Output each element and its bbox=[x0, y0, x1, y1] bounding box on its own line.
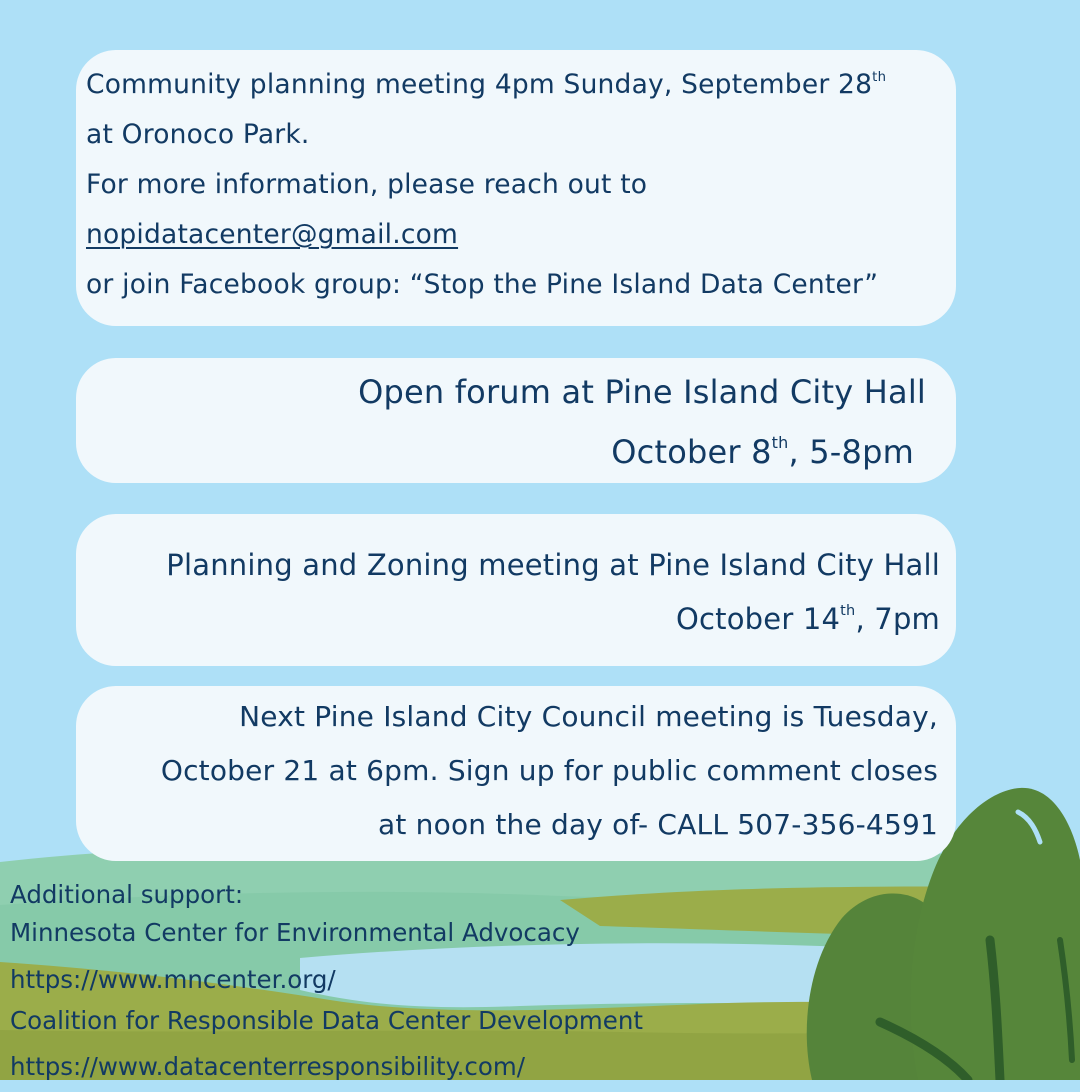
card-text bbox=[161, 690, 938, 852]
org-url-datacenterresponsibility[interactable]: https://www.datacenterresponsibility.com/ bbox=[10, 1052, 526, 1081]
meeting-text: Community planning meeting 4pm Sunday, September 28 bbox=[86, 69, 873, 100]
event-card-city-council bbox=[76, 686, 956, 861]
event-card-community-meeting bbox=[76, 50, 956, 326]
org-name-mcea: Minnesota Center for Environmental Advocacy bbox=[10, 918, 580, 947]
additional-support bbox=[10, 876, 770, 1092]
council-line-2: October 21 at 6pm. Sign up for public comment closes bbox=[160, 754, 938, 787]
date-text: October 8 bbox=[611, 433, 772, 471]
location-line: at Oronoco Park. bbox=[86, 119, 310, 150]
event-card-planning-zoning bbox=[76, 514, 956, 666]
council-line-3: at noon the day of- CALL 507-356-4591 bbox=[378, 808, 938, 841]
org-name-coalition: Coalition for Responsible Data Center Development bbox=[10, 1006, 644, 1035]
forum-title: Open forum at Pine Island City Hall bbox=[358, 373, 926, 411]
email-link[interactable]: nopidatacenter@gmail.com bbox=[86, 219, 459, 250]
support-heading: Additional support: bbox=[10, 880, 244, 909]
ordinal-suffix: th bbox=[872, 69, 887, 85]
event-card-open-forum bbox=[76, 358, 956, 483]
time-text: , 7pm bbox=[855, 602, 940, 636]
org-url-mncenter[interactable]: https://www.mncenter.org/ bbox=[10, 965, 336, 994]
time-text: , 5-8pm bbox=[788, 433, 914, 471]
card-text bbox=[166, 538, 940, 646]
council-line-1: Next Pine Island City Council meeting is Tuesday, bbox=[239, 700, 938, 733]
date-text: October 14 bbox=[675, 602, 841, 636]
forum-date bbox=[358, 422, 926, 482]
card-text bbox=[86, 60, 951, 310]
zoning-title: Planning and Zoning meeting at Pine Island City Hall bbox=[166, 548, 940, 582]
ordinal-suffix: th bbox=[840, 603, 856, 620]
ordinal-suffix: th bbox=[771, 433, 789, 453]
meeting-line bbox=[86, 60, 951, 110]
info-line: For more information, please reach out to bbox=[86, 169, 648, 200]
zoning-date bbox=[166, 592, 940, 646]
card-text bbox=[358, 362, 926, 482]
facebook-line: or join Facebook group: “Stop the Pine Island Data Center” bbox=[86, 269, 879, 300]
